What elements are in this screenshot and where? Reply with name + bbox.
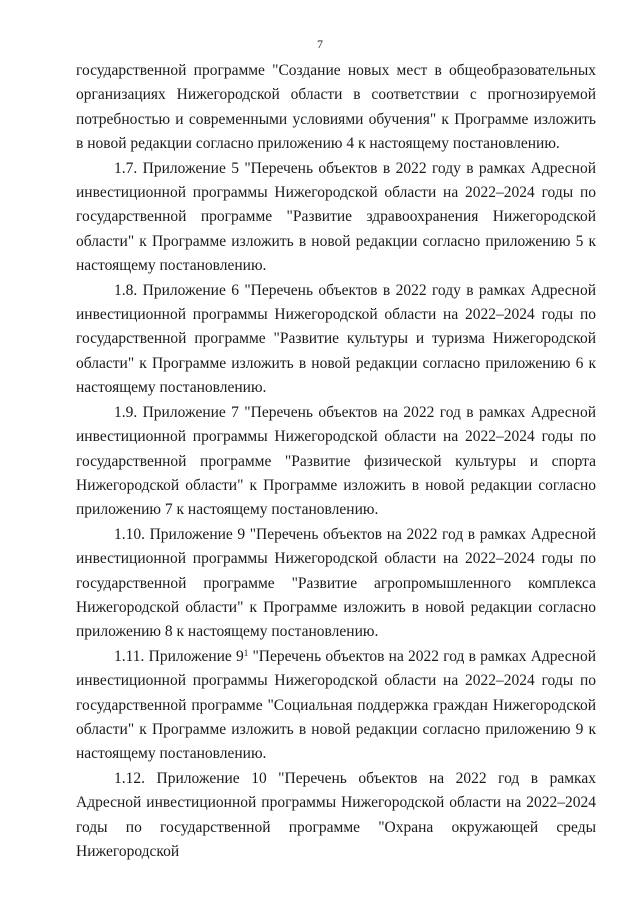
paragraph-1-12: 1.12. Приложение 10 "Перечень объектов на 2022 год в рамках Адресной инвестиционной программы Нижегородской области на 2022–2024 годы по государственной программе "Охрана окружающей среды Нижегородской	[76, 769, 596, 860]
paragraph-1-10: 1.10. Приложение 9 "Перечень объектов на 2022 год в рамках Адресной инвестиционной программы Нижегородской области на 2022–2024 годы по государственной программе "Развитие агропромышленного комплекса Нижегородской области" к Программе изложить в новой редакции согласно приложению 8 к настоящему постановлению.	[76, 525, 596, 641]
document-body	[76, 59, 596, 864]
superscript-index: 1	[243, 647, 249, 658]
paragraph-1-7: 1.7. Приложение 5 "Перечень объектов в 2022 году в рамках Адресной инвестиционной программы Нижегородской области на 2022–2024 годы по государственной программе "Развитие здравоохранения Нижегородской области" к Программе изложить в новой редакции согласно приложению 5 к настоящему постановлению.	[76, 159, 596, 275]
paragraph-1-11-lead: 1.11. Приложение 9	[114, 647, 244, 665]
paragraph-1-11-text: "Перечень объектов на 2022 год в рамках Адресной инвестиционной программы Нижегородской области на 2022–2024 годы по государственной программе "Социальная поддержка граждан Нижегородской области" к Программе изложить в новой редакции согласно приложению 9 к настоящему постановлению.	[76, 647, 597, 763]
paragraph-1-8: 1.8. Приложение 6 "Перечень объектов в 2022 году в рамках Адресной инвестиционной программы Нижегородской области на 2022–2024 годы по государственной программе "Развитие культуры и туризма Нижегородской области" к Программе изложить в новой редакции согласно приложению 6 к настоящему постановлению.	[76, 281, 596, 397]
paragraph-1-11	[76, 645, 596, 767]
paragraph-continuation: государственной программе "Создание новых мест в общеобразовательных организациях Нижегородской области в соответствии с прогнозируемой потребностью и современными условиями обучения" к Программе изложить в новой редакции согласно приложению 4 к настоящему постановлению.	[76, 62, 596, 153]
paragraph-1-9: 1.9. Приложение 7 "Перечень объектов на 2022 год в рамках Адресной инвестиционной программы Нижегородской области на 2022–2024 годы по государственной программе "Развитие физической культуры и спорта Нижегородской области" к Программе изложить в новой редакции согласно приложению 7 к настоящему постановлению.	[76, 403, 596, 519]
page-number: 7	[317, 37, 323, 51]
